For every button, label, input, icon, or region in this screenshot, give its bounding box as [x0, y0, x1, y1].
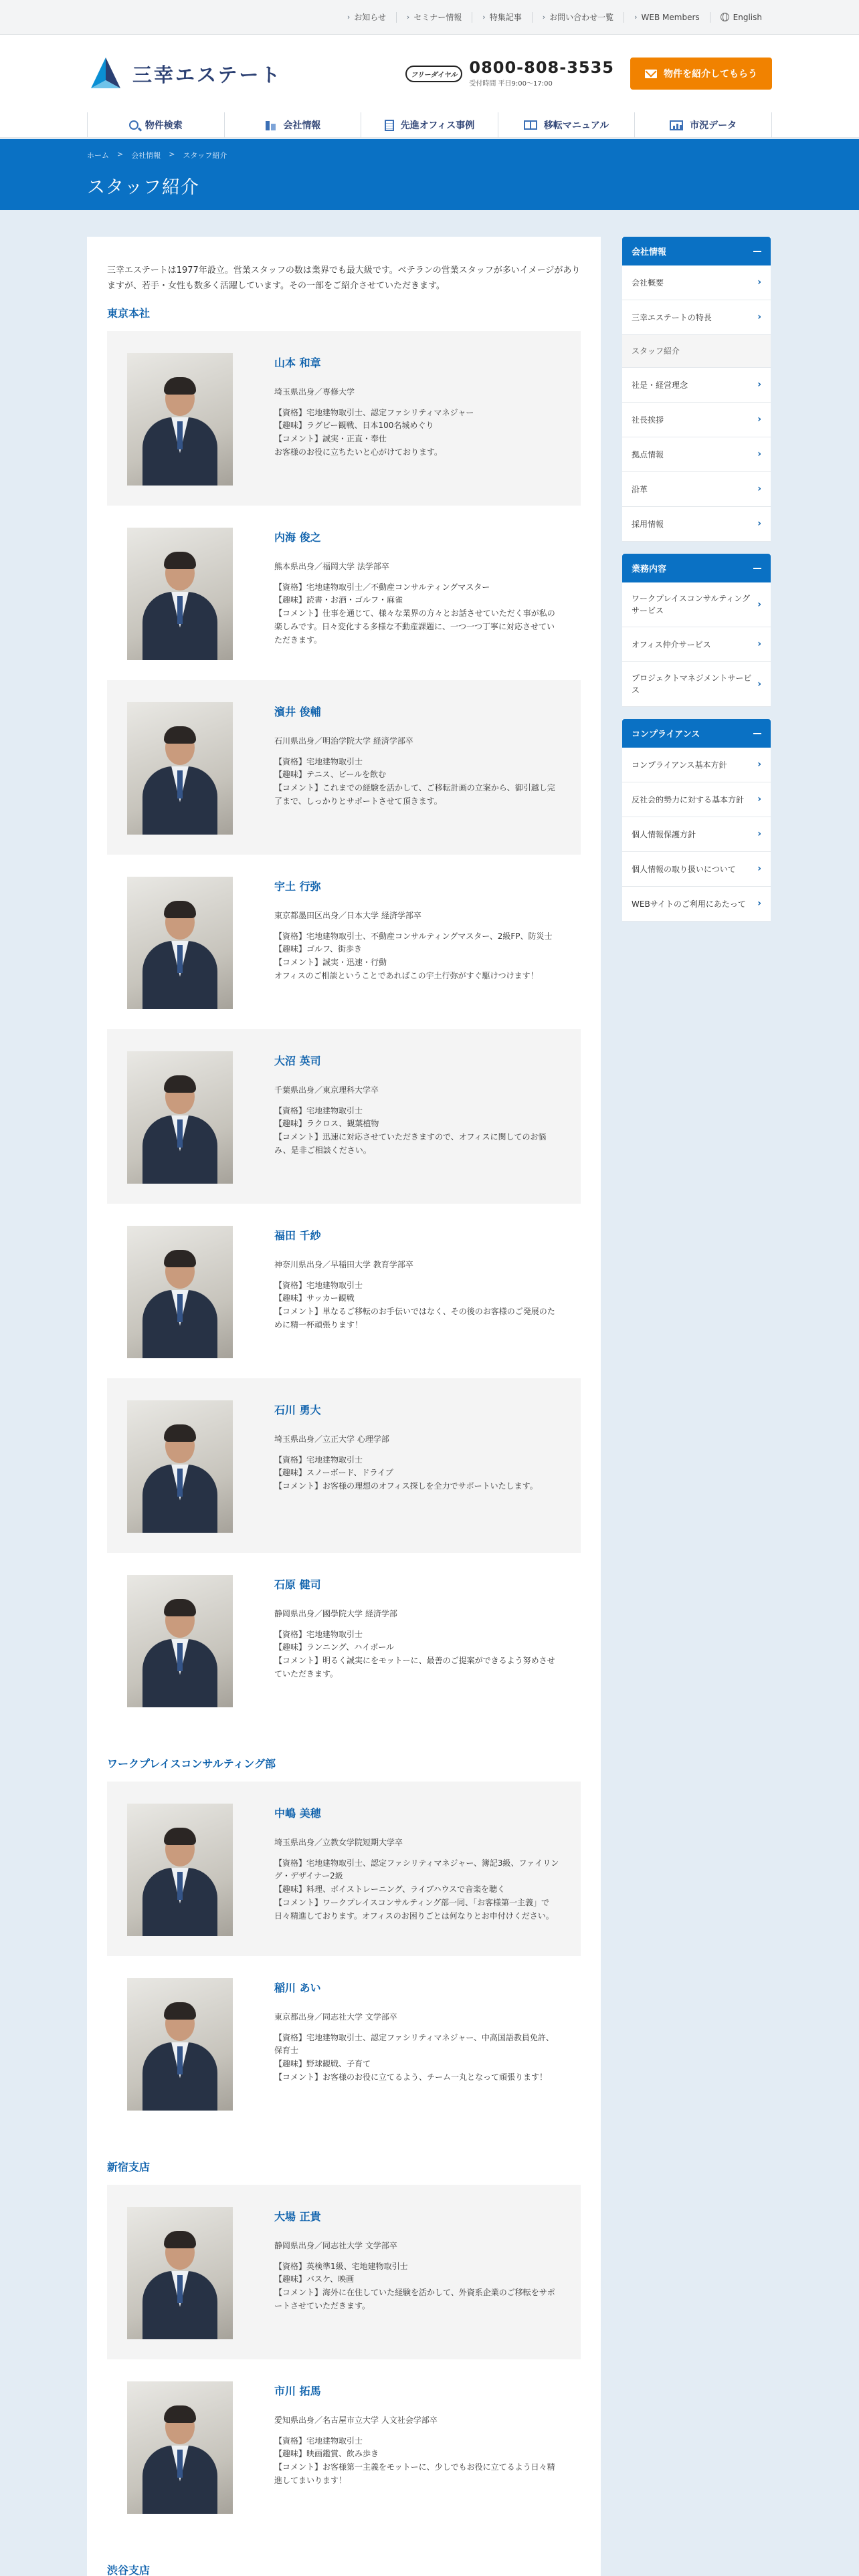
staff-detail-line: 【趣味】野球観戦、子育て — [274, 2059, 371, 2069]
sidebar-business-list — [622, 582, 771, 707]
staff-origin: 埼玉県出身／立教女学院短期大学卒 — [274, 1837, 403, 1847]
staff-photo — [127, 702, 233, 835]
staff-card — [107, 1378, 581, 1553]
nav-company-info[interactable]: 会社情報 — [225, 112, 362, 138]
sidebar-item-compliance-0[interactable]: コンプライアンス基本方針 › — [622, 748, 771, 782]
chevron-right-icon: › — [757, 794, 761, 804]
global-nav — [0, 112, 859, 138]
staff-detail-line: オフィスのご相談ということであればこの宇土行弥がすぐ駆けつけます！ — [274, 970, 539, 980]
staff-details — [274, 1628, 561, 1681]
staff-detail-line: 【コメント】単なるご移転のお手伝いではなく、その後のお客様のご発展のために精一杯頑張ります！ — [274, 1307, 555, 1329]
sidebar-compliance-header[interactable]: コンプライアンス — [622, 719, 771, 748]
staff-info — [233, 1978, 561, 2111]
staff-info — [233, 877, 561, 1009]
staff-detail-line: 【資格】宅地建物取引士 — [274, 2436, 363, 2446]
section-title-tokyo: 東京本社 — [107, 306, 151, 320]
staff-detail-line: 【資格】宅地建物取引士／不動産コンサルティングマスター — [274, 582, 490, 592]
sidebar-item-company-2[interactable]: スタッフ紹介 — [622, 335, 771, 368]
staff-details — [274, 1279, 561, 1332]
chevron-right-icon: › — [757, 759, 761, 770]
chevron-right-icon: › — [406, 13, 410, 21]
language-link[interactable]: English — [710, 12, 772, 23]
staff-origin: 石川県出身／明治学院大学 経済学部卒 — [274, 736, 413, 746]
staff-detail-line: 【資格】英検準1級、宅地建物取引士 — [274, 2261, 408, 2271]
staff-name: 大場 正貴 — [274, 2210, 321, 2223]
staff-detail-line: 【コメント】迅速に対応させていただきますので、オフィスに関してのお悩み、是非ご相談ください。 — [274, 1132, 547, 1155]
sidebar-company-header[interactable]: 会社情報 — [622, 237, 771, 265]
staff-card — [107, 506, 581, 680]
staff-photo — [127, 877, 233, 1009]
staff-origin: 神奈川県出身／早稲田大学 教育学部卒 — [274, 1259, 413, 1269]
staff-name: 山本 和章 — [274, 356, 321, 369]
staff-info — [233, 1226, 561, 1358]
chevron-right-icon: › — [634, 13, 638, 21]
staff-origin: 埼玉県出身／専修大学 — [274, 387, 355, 397]
staff-photo — [127, 1804, 233, 1936]
intro-text: 三幸エステートは1977年設立。営業スタッフの数は業界でも最大級です。ベテランの営業スタッフが多いイメージがありますが、若手・女性も数多く活躍しています。その一部をご紹介させていただきます。 — [107, 265, 581, 291]
staff-detail-line: 【コメント】お客様の理想のオフィス探しを全力でサポートいたします。 — [274, 1481, 538, 1491]
mail-icon — [645, 70, 657, 78]
staff-detail-line: お客様のお役に立ちたいと心がけております。 — [274, 447, 443, 457]
staff-detail-line: 【資格】宅地建物取引士、不動産コンサルティングマスター、2級FP、防災士 — [274, 931, 553, 941]
chevron-right-icon: › — [757, 518, 761, 529]
nav-property-search[interactable]: 物件検索 — [88, 112, 225, 138]
staff-detail-line: 【資格】宅地建物取引士 — [274, 1105, 363, 1115]
chevron-right-icon: › — [757, 449, 761, 459]
sidebar-item-company-3[interactable]: 社是・経営理念 › — [622, 368, 771, 403]
staff-info — [233, 2207, 561, 2339]
staff-info — [233, 1051, 561, 1184]
utility-bar — [0, 0, 859, 35]
staff-info — [233, 528, 561, 660]
breadcrumb — [87, 139, 772, 160]
staff-detail-line: 【趣味】読書・お酒・ゴルフ・麻雀 — [274, 595, 403, 605]
staff-detail-line: 【コメント】海外に在住していた経験を活かして、外資系企業のご移転をサポートさせていただきます。 — [274, 2288, 555, 2311]
sidebar-compliance-list — [622, 748, 771, 922]
nav-office-cases[interactable]: 先進オフィス事例 — [361, 112, 498, 138]
staff-list-shinjuku — [107, 2185, 581, 2534]
staff-detail-line: 【資格】宅地建物取引士 — [274, 756, 363, 766]
staff-detail-line: 【資格】宅地建物取引士 — [274, 1629, 363, 1639]
staff-detail-line: 【趣味】ラクロス、観葉植物 — [274, 1119, 379, 1129]
staff-info — [233, 2381, 561, 2514]
staff-origin: 静岡県出身／國學院大学 経済学部 — [274, 1608, 397, 1618]
staff-details — [274, 2260, 561, 2313]
staff-info — [233, 353, 561, 486]
sidebar-compliance — [622, 719, 771, 922]
chevron-right-icon: › — [757, 379, 761, 390]
globe-icon — [721, 13, 729, 21]
sidebar-company-list — [622, 265, 771, 542]
staff-detail-line: 【コメント】誠実・迅速・行動 — [274, 958, 387, 968]
chevron-right-icon: › — [757, 414, 761, 425]
staff-photo — [127, 1051, 233, 1184]
staff-detail-line: 【資格】宅地建物取引士、認定ファシリティマネジャー、簿記3級、ファイリング・デザイナー2級 — [274, 1858, 559, 1881]
staff-details — [274, 930, 561, 983]
staff-detail-line: 【趣味】料理、ボイストレーニング、ライブハウスで音楽を聴く — [274, 1885, 506, 1895]
staff-photo — [127, 2207, 233, 2339]
sidebar — [622, 237, 771, 934]
chevron-right-icon: › — [347, 13, 351, 21]
sidebar-item-compliance-3[interactable]: 個人情報の取り扱いについて › — [622, 852, 771, 887]
staff-info — [233, 1804, 561, 1936]
staff-info — [233, 1400, 561, 1533]
staff-origin: 千葉県出身／東京理科大学卒 — [274, 1085, 379, 1095]
staff-detail-line: 【趣味】テニス、ビールを飲む — [274, 770, 387, 780]
breadcrumb-home[interactable]: ホーム — [87, 151, 109, 160]
building-icon — [264, 120, 276, 130]
section-title-workplace: ワークプレイスコンサルティング部 — [107, 1757, 276, 1770]
staff-name: 宇土 行弥 — [274, 879, 321, 893]
staff-photo — [127, 1978, 233, 2111]
chevron-right-icon: › — [757, 599, 761, 610]
staff-card — [107, 855, 581, 1029]
sidebar-item-business-1[interactable]: オフィス仲介サービス › — [622, 627, 771, 662]
staff-origin: 静岡県出身／同志社大学 文学部卒 — [274, 2240, 397, 2250]
staff-card — [107, 331, 581, 506]
staff-photo — [127, 1400, 233, 1533]
global-nav-list — [87, 112, 772, 137]
staff-detail-line: 【コメント】ワークプレイスコンサルティング部一同、「お客様第一主義」で日々精進しております。オフィスのお困りごとは何なりとお申付けください。 — [274, 1897, 554, 1921]
page-hero — [0, 139, 859, 210]
staff-detail-line: 【コメント】明るく誠実にをモットーに、最善のご提案ができるよう努めさせていただきます。 — [274, 1656, 555, 1679]
site-logo[interactable]: 三幸エステート — [87, 55, 282, 92]
staff-name: 石原 健司 — [274, 1578, 321, 1591]
sidebar-item-company-6[interactable]: 沿革 › — [622, 472, 771, 507]
staff-details — [274, 1454, 561, 1493]
chevron-right-icon: › — [757, 484, 761, 494]
staff-detail-line: 【趣味】映画鑑賞、飲み歩き — [274, 2449, 379, 2459]
staff-details — [274, 2032, 561, 2084]
search-icon — [129, 120, 138, 130]
utility-link-news[interactable]: › お知らせ — [347, 13, 386, 22]
sidebar-item-business-2[interactable]: プロジェクトマネジメントサービス › — [622, 662, 771, 707]
staff-card — [107, 680, 581, 855]
collapse-icon — [753, 733, 761, 734]
chevron-right-icon: › — [757, 312, 761, 322]
logo-icon — [87, 55, 124, 92]
page-title: スタッフ紹介 — [87, 177, 199, 198]
chevron-right-icon: › — [482, 13, 486, 21]
staff-detail-line: 【コメント】誠実・正直・奉仕 — [274, 434, 387, 444]
content-area — [0, 210, 859, 2576]
staff-card — [107, 1204, 581, 1378]
sidebar-item-company-5[interactable]: 拠点情報 › — [622, 437, 771, 472]
staff-detail-line: 【趣味】バスケ、映画 — [274, 2274, 355, 2284]
phone-number[interactable]: 0800-808-3535 — [469, 58, 614, 77]
section-title-shinjuku: 新宿支店 — [107, 2160, 151, 2173]
staff-name: 市川 拓馬 — [274, 2384, 321, 2397]
staff-detail-line: 【資格】宅地建物取引士 — [274, 1455, 363, 1465]
staff-details — [274, 1105, 561, 1158]
staff-detail-line: 【趣味】サッカー観戦 — [274, 1293, 355, 1303]
chevron-right-icon: › — [757, 678, 761, 689]
staff-detail-line: 【趣味】スノーボード、ドライブ — [274, 1468, 393, 1478]
staff-card — [107, 2185, 581, 2359]
collapse-icon — [753, 251, 761, 252]
staff-details — [274, 1857, 561, 1923]
phone-text — [469, 60, 614, 88]
nav-market-data[interactable]: 市況データ — [635, 112, 772, 138]
staff-detail-line: 【趣味】ランニング、ハイボール — [274, 1642, 395, 1652]
chevron-right-icon: › — [757, 829, 761, 839]
book-icon — [524, 120, 537, 130]
utility-link-members[interactable]: › WEB Members — [624, 12, 710, 23]
staff-origin: 熊本県出身／福岡大学 法学部卒 — [274, 561, 389, 571]
chevron-right-icon: › — [757, 277, 761, 288]
breadcrumb-separator: > — [169, 150, 175, 158]
phone-hours: 受付時間 平日9:00～17:00 — [469, 80, 553, 88]
site-header — [0, 35, 859, 112]
staff-details — [274, 581, 561, 647]
main-content — [87, 237, 601, 2576]
breadcrumb-company[interactable]: 会社情報 — [131, 151, 161, 160]
staff-card — [107, 2359, 581, 2534]
utility-link-feature[interactable]: › 特集記事 — [472, 12, 531, 23]
breadcrumb-current: スタッフ紹介 — [183, 151, 227, 160]
staff-name: 稲川 あい — [274, 1981, 321, 1994]
staff-photo — [127, 2381, 233, 2514]
sidebar-item-compliance-1[interactable]: 反社会的勢力に対する基本方針 › — [622, 782, 771, 817]
sidebar-item-company-7[interactable]: 採用情報 › — [622, 507, 771, 542]
staff-detail-line: 【コメント】これまでの経験を活かして、ご移転計画の立案から、御引越し完了まで、しっかりとサポートさせて頂きます。 — [274, 783, 555, 806]
sidebar-item-business-0[interactable]: ワークプレイスコンサルティングサービス › — [622, 582, 771, 627]
staff-detail-line: 【資格】宅地建物取引士、認定ファシリティマネジャー、中高国語教員免許、保育士 — [274, 2032, 554, 2056]
staff-info — [233, 1575, 561, 1707]
staff-name: 中嶋 美穂 — [274, 1806, 321, 1820]
sidebar-item-company-4[interactable]: 社長挨拶 › — [622, 403, 771, 437]
staff-details — [274, 407, 561, 459]
sidebar-item-company-1[interactable]: 三幸エステートの特長 › — [622, 300, 771, 335]
staff-photo — [127, 528, 233, 660]
breadcrumb-separator: > — [117, 150, 124, 158]
sidebar-item-compliance-2[interactable]: 個人情報保護方針 › — [622, 817, 771, 852]
sidebar-item-company-0[interactable]: 会社概要 › — [622, 265, 771, 300]
staff-name: 石川 勇大 — [274, 1403, 321, 1416]
staff-card — [107, 1782, 581, 1956]
staff-origin: 埼玉県出身／立正大学 心理学部 — [274, 1434, 389, 1444]
freedial-badge: フリーダイヤル — [405, 66, 462, 82]
staff-detail-line: 【趣味】ラグビー観戦、日本100名城めぐり — [274, 421, 434, 431]
chevron-right-icon: › — [757, 898, 761, 909]
chart-icon — [670, 120, 683, 130]
staff-origin: 東京都墨田区出身／日本大学 経済学部卒 — [274, 910, 421, 920]
staff-card — [107, 1553, 581, 1727]
sidebar-company — [622, 237, 771, 542]
staff-photo — [127, 1226, 233, 1358]
section-title-shibuya: 渋谷支店 — [107, 2563, 151, 2576]
staff-details — [274, 2435, 561, 2488]
nav-relocation-manual[interactable]: 移転マニュアル — [498, 112, 636, 138]
staff-list-workplace — [107, 1782, 581, 2131]
staff-list-tokyo — [107, 331, 581, 1727]
utility-link-inquiry[interactable]: › お問い合わせ一覧 — [532, 12, 624, 23]
header-contact — [405, 58, 772, 90]
staff-details — [274, 756, 561, 809]
staff-name: 内海 俊之 — [274, 530, 321, 544]
sidebar-business — [622, 554, 771, 707]
staff-name: 大沼 英司 — [274, 1054, 321, 1067]
chevron-right-icon: › — [757, 639, 761, 649]
sidebar-business-header[interactable]: 業務内容 — [622, 554, 771, 582]
utility-link-seminar[interactable]: › セミナー情報 — [396, 12, 472, 23]
chevron-right-icon: › — [542, 13, 546, 21]
staff-origin: 東京都出身／同志社大学 文学部卒 — [274, 2012, 397, 2022]
staff-detail-line: 【コメント】仕事を通じて、様々な業界の方々とお話させていただく事が私の楽しみです。日々変化する多様な不動産課題に、一つ一つ丁寧に対応させていただきます。 — [274, 609, 555, 645]
staff-card — [107, 1029, 581, 1204]
phone-block — [405, 60, 614, 88]
staff-detail-line: 【コメント】お客様第一主義をモットーに、少しでもお役に立てるよう日々精進してまいります！ — [274, 2462, 555, 2485]
staff-detail-line: 【趣味】ゴルフ、街歩き — [274, 944, 363, 954]
sidebar-item-compliance-4[interactable]: WEBサイトのご利用にあたって › — [622, 887, 771, 922]
staff-name: 福田 千紗 — [274, 1228, 321, 1242]
staff-info — [233, 702, 561, 835]
collapse-icon — [753, 568, 761, 569]
document-icon — [385, 120, 394, 131]
staff-detail-line: 【資格】宅地建物取引士 — [274, 1280, 363, 1290]
staff-detail-line: 【資格】宅地建物取引士、認定ファシリティマネジャー — [274, 407, 474, 417]
staff-card — [107, 1956, 581, 2131]
request-property-button[interactable]: 物件を紹介してもらう — [630, 58, 772, 90]
staff-name: 濱井 俊輔 — [274, 705, 321, 718]
staff-origin: 愛知県出身／名古屋市立大学 人文社会学部卒 — [274, 2415, 438, 2425]
staff-photo — [127, 1575, 233, 1707]
staff-photo — [127, 353, 233, 486]
chevron-right-icon: › — [757, 863, 761, 874]
staff-detail-line: 【コメント】お客様のお役に立てるよう、チーム一丸となって頑張ります！ — [274, 2072, 548, 2082]
